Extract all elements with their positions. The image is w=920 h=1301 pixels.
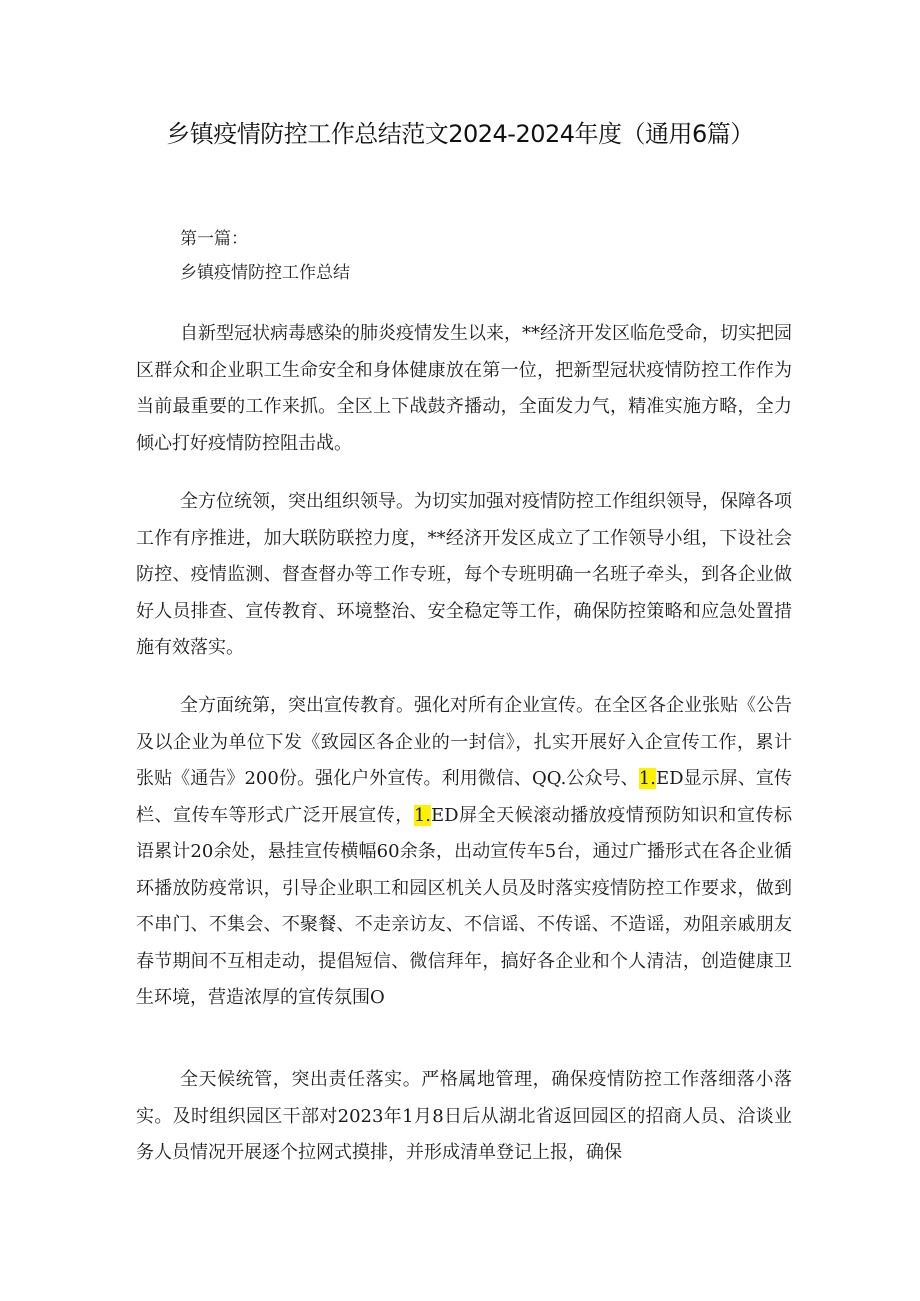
paragraph-1: 自新型冠状病毒感染的肺炎疫情发生以来，**经济开发区临危受命，切实把园区群众和企业职工生命安全和身体健康放在第一位，把新型冠状疫情防控工作作为当前最重要的工作来抓。全区上下战鼓齐播动，全面发力气，精准实施方略，全力倾心打好疫情防控阻击战。 — [136, 323, 792, 454]
highlighted-text: 1. — [638, 768, 656, 789]
section-label: 第一篇： — [180, 229, 248, 249]
paragraph-3-text-3: ED屏全天候滚动播放疫情预防知识和宣传标语累计20余处，悬挂宣传横幅60余条，出动宣传车5台，通过广播形式在各企业循环播放防疫常识，引导企业职工和园区机关人员及时落实疫情防控工作要求，做到不串门、不集会、不聚餐、不走亲访友、不信谣、不传谣、不造谣，劝阻亲戚朋友春节期间不互相走动，提倡短信、微信拜年，搞好各企业和个人清洁，创造健康卫生环境，营造浓厚的宣传氛围O — [136, 804, 793, 1008]
paragraph-4: 全天候统管，突出责任落实。严格属地管理，确保疫情防控工作落细落小落实。及时组织园区干部对2023年1月8日后从湖北省返回园区的招商人员、洽谈业务人员情况开展逐个拉网式摸排，并形成清单登记上报，确保 — [136, 1069, 792, 1163]
paragraph-3 — [136, 688, 792, 1017]
paragraph-3-text-1: 全方面统第，突出宣传教育。强化对所有企业宣传。在全区各企业张贴《公告及以企业为单位下发《致园区各企业的一封信》，扎实开展好入企宣传工作，累计张贴《通告》200份。强化户外宣传。利用微信、QQ.公众号、 — [136, 695, 792, 789]
document-title: 乡镇疫情防控工作总结范文2024-2024年度（通用6篇） — [166, 120, 754, 148]
section-title: 乡镇疫情防控工作总结 — [180, 263, 350, 283]
paragraph-3-text-2: ED显示屏、宣传栏、宣传车等形式广泛开展宣传， — [136, 768, 792, 826]
highlighted-text: 1. — [413, 804, 432, 826]
paragraph-2: 全方位统领，突出组织领导。为切实加强对疫情防控工作组织领导，保障各项工作有序推进，加大联防联控力度，**经济开发区成立了工作领导小组，下设社会防控、疫情监测、督查督办等工作专班，每个专班明确一名班子牵头，到各企业做好人员排查、宣传教育、环境整治、安全稳定等工作，确保防控策略和应急处置措施有效落实。 — [136, 491, 792, 658]
